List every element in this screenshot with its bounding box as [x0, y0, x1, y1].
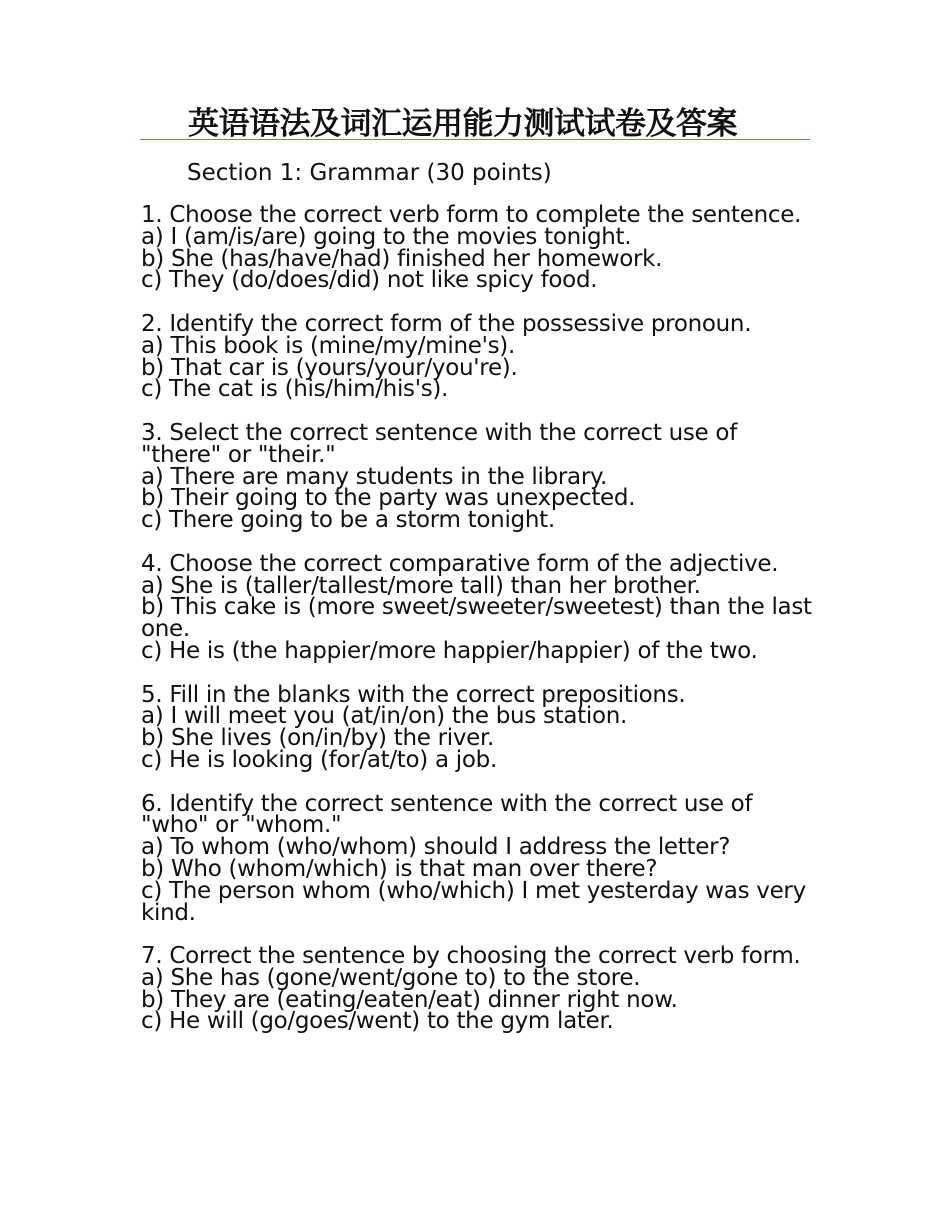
question-5	[141, 681, 813, 773]
question-prompt: 6. Identify the correct sentence with the correct use of "who" or "whom."	[141, 790, 753, 839]
question-prompt: 2. Identify the correct form of the possessive pronoun.	[141, 310, 752, 337]
answer-option: c) They (do/does/did) not like spicy food.	[141, 267, 598, 294]
document-title: 英语语法及词汇运用能力测试试卷及答案	[188, 106, 737, 142]
answer-option: c) The person whom (who/which) I met yesterday was very kind.	[141, 877, 806, 926]
question-2	[141, 310, 813, 403]
answer-option: c) There going to be a storm tonight.	[141, 507, 555, 534]
answer-option: a) I will meet you (at/in/on) the bus station.	[141, 703, 628, 730]
answer-option: c) The cat is (his/him/his's).	[141, 376, 449, 403]
answer-option: c) He is looking (for/at/to) a job.	[141, 746, 497, 773]
answer-option: b) That car is (yours/your/you're).	[141, 354, 518, 381]
answer-option: b) She lives (on/in/by) the river.	[141, 725, 495, 752]
answer-option: a) This book is (mine/my/mine's).	[141, 332, 515, 359]
question-6	[141, 790, 813, 926]
question-3	[141, 419, 813, 534]
question-prompt: 7. Correct the sentence by choosing the correct verb form.	[141, 943, 801, 970]
answer-option: a) I (am/is/are) going to the movies tonight.	[141, 223, 632, 250]
question-4	[141, 550, 813, 664]
answer-option: c) He is (the happier/more happier/happier) of the two.	[141, 637, 758, 664]
answer-option: a) She has (gone/went/gone to) to the store.	[141, 964, 641, 991]
answer-option: b) Who (whom/which) is that man over there?	[141, 855, 658, 882]
question-list	[141, 202, 813, 1055]
answer-option: a) To whom (who/whom) should I address the letter?	[141, 834, 731, 861]
question-prompt: 5. Fill in the blanks with the correct prepositions.	[141, 681, 686, 708]
question-prompt: 4. Choose the correct comparative form of the adjective.	[141, 550, 779, 577]
question-prompt: 1. Choose the correct verb form to complete the sentence.	[141, 202, 802, 228]
question-prompt: 3. Select the correct sentence with the correct use of "there" or "their."	[141, 419, 737, 468]
answer-option: b) Their going to the party was unexpected.	[141, 485, 636, 512]
question-1	[141, 202, 813, 294]
answer-option: c) He will (go/goes/went) to the gym later.	[141, 1008, 614, 1035]
answer-option: b) This cake is (more sweet/sweeter/sweetest) than the last one.	[141, 594, 812, 643]
answer-option: a) There are many students in the library.	[141, 463, 608, 490]
section-heading: Section 1: Grammar (30 points)	[187, 160, 552, 186]
title-underline	[140, 139, 810, 140]
question-7	[141, 943, 813, 1035]
answer-option: b) They are (eating/eaten/eat) dinner right now.	[141, 986, 678, 1013]
answer-option: a) She is (taller/tallest/more tall) than her brother.	[141, 572, 701, 599]
answer-option: b) She (has/have/had) finished her homework.	[141, 245, 663, 272]
